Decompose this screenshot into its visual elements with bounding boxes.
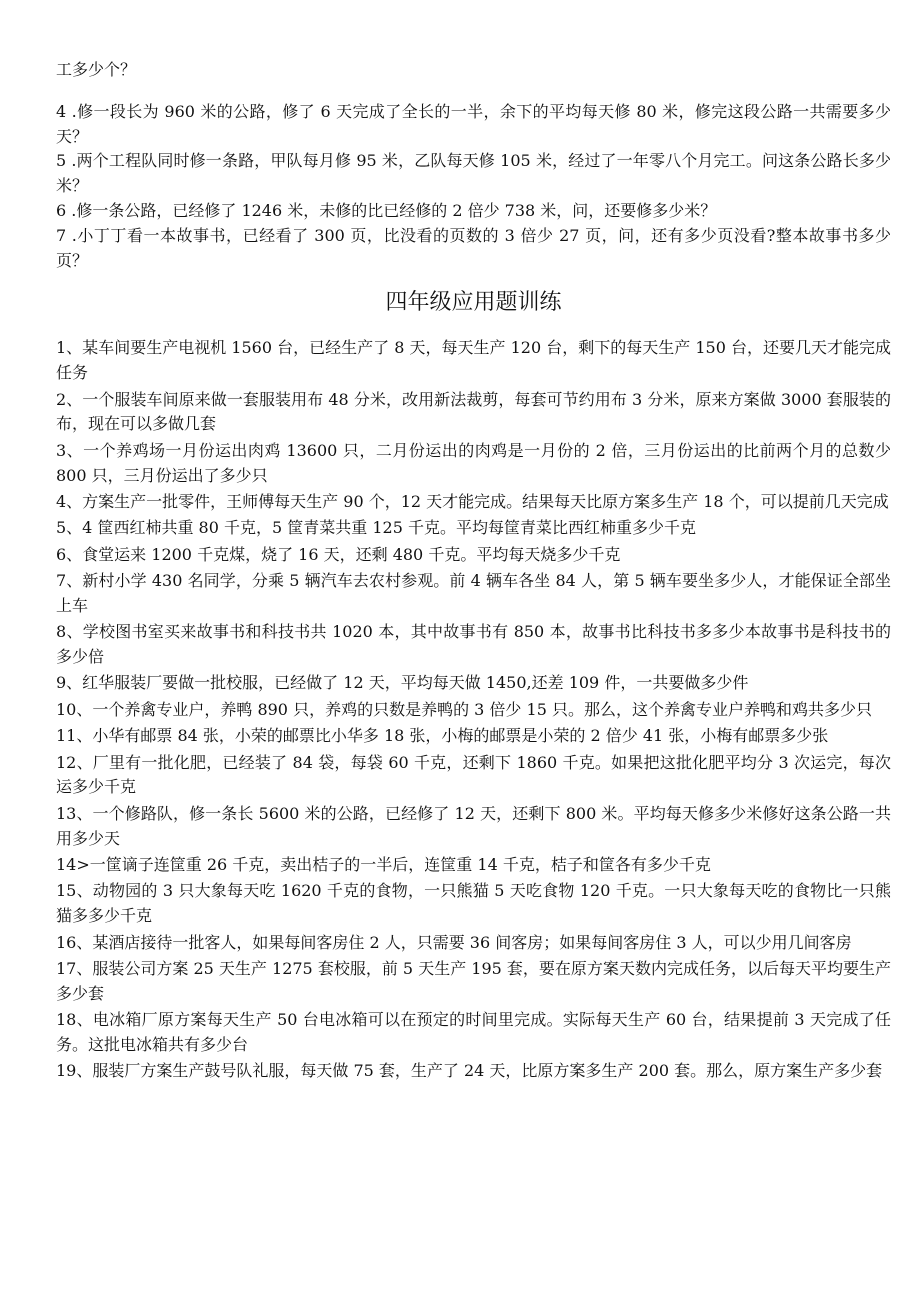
problem-item: 11、小华有邮票 84 张，小荣的邮票比小华多 18 张，小梅的邮票是小荣的 2 倍少 41 张，小梅有邮票多少张 [56,726,829,746]
problem-item: 5、4 筐西红柿共重 80 千克，5 筐青菜共重 125 千克。平均每筐青菜比西红柿重多少千克 [56,518,696,538]
section-title: 四年级应用题训练 [385,290,562,316]
problem-item: 9、红华服装厂要做一批校服，已经做了 12 天，平均每天做 1450,还差 109 件，一共要做多少件 [56,673,749,693]
problem-item: 3、一个养鸡场一月份运出肉鸡 13600 只，二月份运出的肉鸡是一月份的 2 倍，三月份运出的比前两个月的总数少 800 只，三月份运出了多少只 [56,440,891,485]
problem-item: 17、服装公司方案 25 天生产 1275 套校服，前 5 天生产 195 套，要在原方案天数内完成任务，以后每天平均要生产多少套 [56,959,891,1003]
problem-item: 6 .修一条公路，已经修了 1246 米，未修的比已经修的 2 倍少 738 米，问，还要修多少米？ [56,200,717,220]
problem-item: 5 .两个工程队同时修一条路，甲队每月修 95 米，乙队每天修 105 米，经过了一年零八个月完工。问这条公路长多少米？ [56,151,891,196]
problem-item: 4 .修一段长为 960 米的公路，修了 6 天完成了全长的一半，余下的平均每天修 80 米，修完这段公路一共需要多少天？ [56,101,891,146]
problem-item: 8、学校图书室买来故事书和科技书共 1020 本，其中故事书有 850 本，故事书比科技书多多少本故事书是科技书的多少倍 [56,622,891,667]
problem-item: 19、服装厂方案生产鼓号队礼服，每天做 75 套，生产了 24 天，比原方案多生产 200 套。那么，原方案生产多少套 [56,1061,883,1081]
problem-item: 18、电冰箱厂原方案每天生产 50 台电冰箱可以在预定的时间里完成。实际每天生产 60 台，结果提前 3 天完成了任务。这批电冰箱共有多少台 [56,1010,891,1054]
problem-item: 7 .小丁丁看一本故事书，已经看了 300 页，比没看的页数的 3 倍少 27 页，问，还有多少页没看?整本故事书多少页？ [56,225,891,270]
problem-item: 2、一个服装车间原来做一套服装用布 48 分米，改用新法裁剪，每套可节约用布 3 分米，原来方案做 3000 套服装的布，现在可以多做几套 [56,389,891,434]
problem-item: 6、食堂运来 1200 千克煤，烧了 16 天，还剩 480 千克。平均每天烧多少千克 [56,544,621,564]
problem-item: 7、新村小学 430 名同学，分乘 5 辆汽车去农村参观。前 4 辆车各坐 84 人，第 5 辆车要坐多少人，才能保证全部坐上车 [56,571,891,615]
problem-list [56,336,891,1084]
problem-item: 13、一个修路队，修一条长 5600 米的公路，已经修了 12 天，还剩下 800 米。平均每天修多少米修好这条公路一共用多少天 [56,803,891,848]
problem-item: 14>一筐谪子连筐重 26 千克，卖出桔子的一半后，连筐重 14 千克，桔子和筐各有多少千克 [56,855,711,875]
continued-problems [56,58,891,273]
problem-item: 12、厂里有一批化肥，已经装了 84 袋，每袋 60 千克，还剩下 1860 千克。如果把这批化肥平均分 3 次运完，每次运多少千克 [56,752,891,797]
document-page [56,58,891,1084]
continued-fragment: 工多少个？ [56,60,137,79]
problem-item: 16、某酒店接待一批客人，如果每间客房住 2 人，只需要 36 间客房；如果每间客房住 3 人，可以少用几间客房 [56,932,852,952]
problem-item: 4、方案生产一批零件，王师傅每天生产 90 个，12 天才能完成。结果每天比原方案多生产 18 个，可以提前几天完成 [56,491,889,511]
problem-item: 15、动物园的 3 只大象每天吃 1620 千克的食物，一只熊猫 5 天吃食物 120 千克。一只大象每天吃的食物比一只熊猫多多少千克 [56,881,891,926]
problem-item: 10、一个养禽专业户，养鸭 890 只，养鸡的只数是养鸭的 3 倍少 15 只。那么，这个养禽专业户养鸭和鸡共多少只 [56,699,872,719]
problem-item: 1、某车间要生产电视机 1560 台，已经生产了 8 天，每天生产 120 台，剩下的每天生产 150 台，还要几天才能完成任务 [56,338,891,383]
